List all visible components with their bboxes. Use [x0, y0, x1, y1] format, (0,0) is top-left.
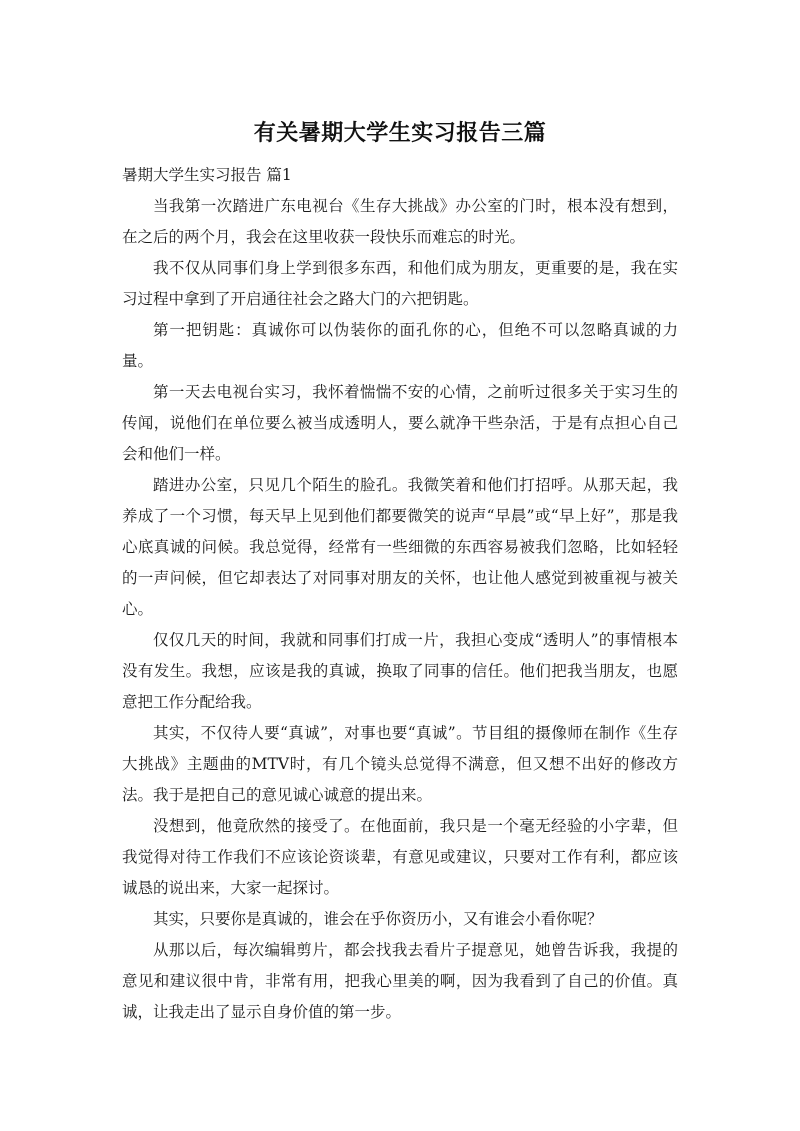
- paragraph: 其实，只要你是真诚的，谁会在乎你资历小，又有谁会小看你呢？: [153, 910, 603, 928]
- paragraph: 当我第一次踏进广东电视台《生存大挑战》办公室的门时，根本没有想到，在之后的两个月，我会在这里收获一段快乐而难忘的时光。: [122, 197, 678, 246]
- paragraph: 其实，不仅待人要“真诚”，对事也要“真诚”。节目组的摄像师在制作《生存大挑战》主题曲的MTV时，有几个镜头总觉得不满意，但又想不出好的修改方法。我于是把自己的意见诚心诚意的提出来。: [122, 724, 678, 804]
- paragraph: 第一天去电视台实习，我怀着惴惴不安的心情，之前听过很多关于实习生的传闻，说他们在单位要么被当成透明人，要么就净干些杂活，于是有点担心自己会和他们一样。: [122, 383, 678, 463]
- paragraph: 从那以后，每次编辑剪片，都会找我去看片子提意见，她曾告诉我，我提的意见和建议很中肯，非常有用，把我心里美的啊，因为我看到了自己的价值。真诚，让我走出了显示自身价值的第一步。: [122, 941, 678, 1021]
- paragraph: 仅仅几天的时间，我就和同事们打成一片，我担心变成“透明人”的事情根本没有发生。我想，应该是我的真诚，换取了同事的信任。他们把我当朋友，也愿意把工作分配给我。: [122, 631, 678, 711]
- paragraph: 没想到，他竟欣然的接受了。在他面前，我只是一个毫无经验的小字辈，但我觉得对待工作我们不应该论资谈辈，有意见或建议，只要对工作有利，都应该诚恳的说出来，大家一起探讨。: [122, 817, 678, 897]
- paragraph: 我不仅从同事们身上学到很多东西，和他们成为朋友，更重要的是，我在实习过程中拿到了开启通往社会之路大门的六把钥匙。: [122, 259, 678, 308]
- document-title: 有关暑期大学生实习报告三篇: [253, 121, 547, 146]
- paragraph: 踏进办公室，只见几个陌生的脸孔。我微笑着和他们打招呼。从那天起，我养成了一个习惯，每天早上见到他们都要微笑的说声“早晨”或“早上好”，那是我心底真诚的问候。我总觉得，经常有一些细微的东西容易被我们忽略，比如轻轻的一声问候，但它却表达了对同事对朋友的关怀，也让他人感觉到被重视与被关心。: [122, 476, 678, 618]
- document-body: [122, 160, 678, 1028]
- paragraph: 第一把钥匙：真诚你可以伪装你的面孔你的心，但绝不可以忽略真诚的力量。: [122, 321, 678, 370]
- section-heading: 暑期大学生实习报告 篇1: [122, 166, 292, 184]
